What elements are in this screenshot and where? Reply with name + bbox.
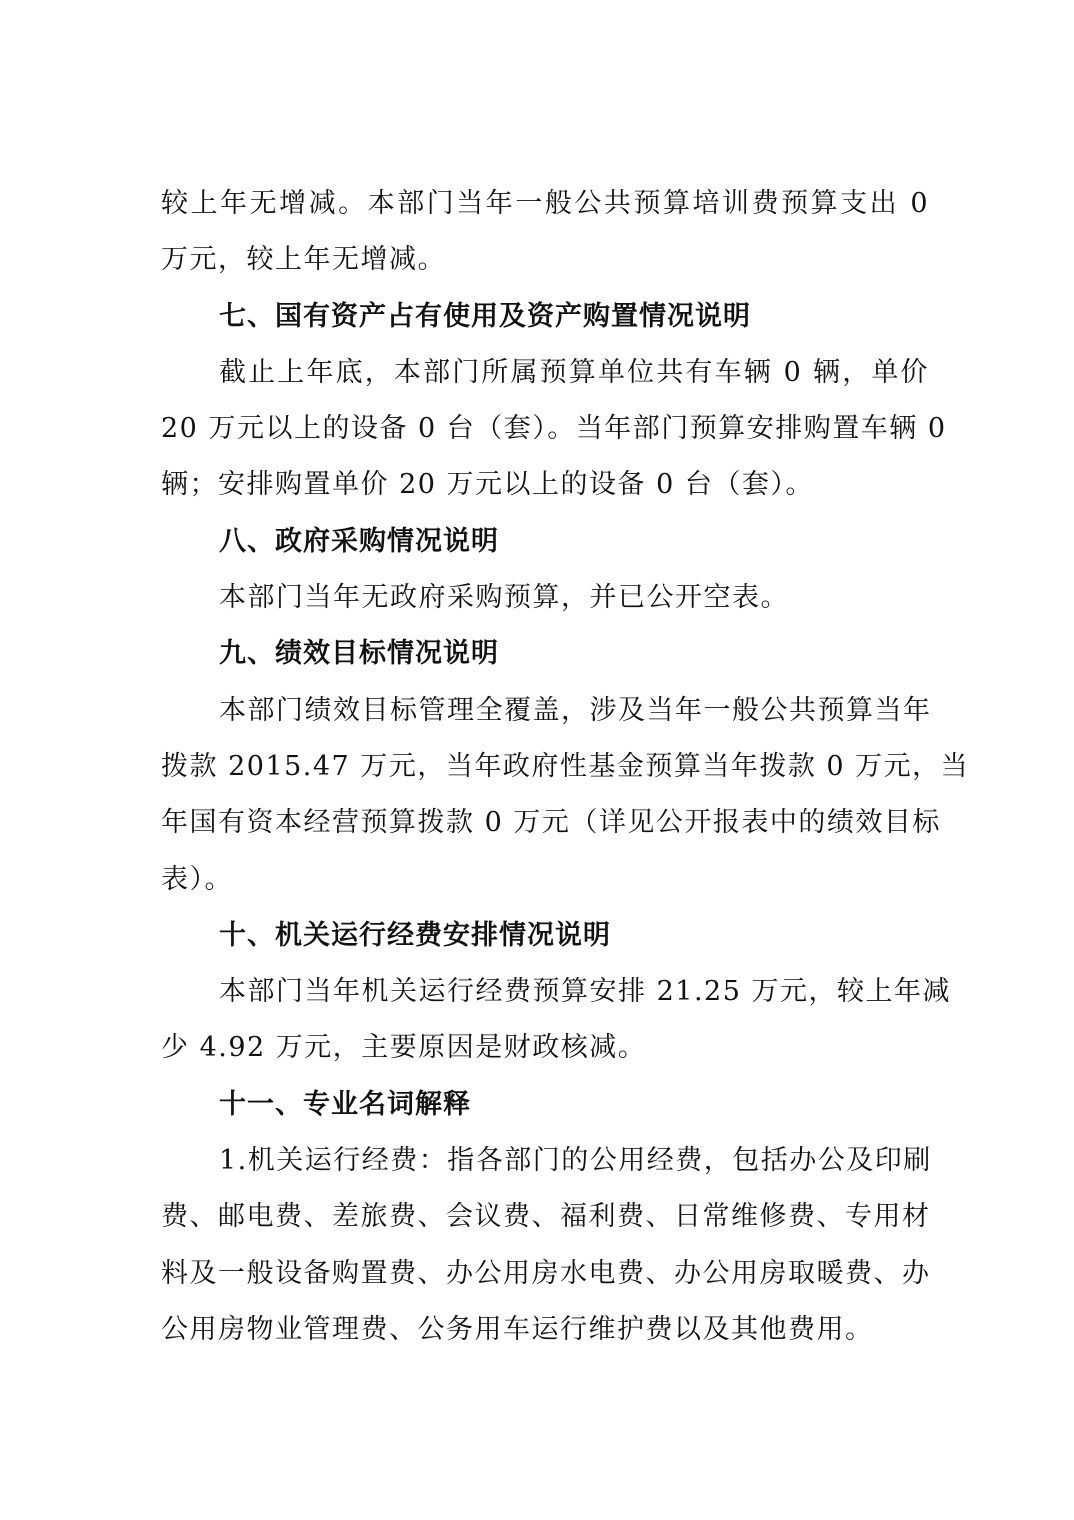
body-text-line: 费、邮电费、差旅费、会议费、福利费、日常维修费、专用材	[161, 1201, 931, 1233]
section-heading: 十、机关运行经费安排情况说明	[219, 919, 611, 951]
body-text-line: 20 万元以上的设备 0 台（套）。当年部门预算安排购置车辆 0	[161, 413, 947, 445]
body-text-line: 万元，较上年无增减。	[161, 244, 446, 276]
document-page	[161, 176, 970, 1358]
body-text-line: 公用房物业管理费、公务用车运行维护费以及其他费用。	[161, 1313, 874, 1345]
body-text-line: 截止上年底，本部门所属预算单位共有车辆 0 辆，单价	[219, 356, 929, 388]
body-text-line: 本部门绩效目标管理全覆盖，涉及当年一般公共预算当年	[219, 694, 932, 726]
section-heading: 八、政府采购情况说明	[219, 525, 499, 557]
body-text-line: 少 4.92 万元，主要原因是财政核减。	[161, 1032, 647, 1064]
body-text-line: 较上年无增减。本部门当年一般公共预算培训费预算支出 0	[161, 188, 929, 219]
body-text-line: 1.机关运行经费：指各部门的公用经费，包括办公及印刷	[219, 1145, 932, 1177]
body-text-line: 年国有资本经营预算拨款 0 万元（详见公开报表中的绩效目标	[161, 807, 941, 839]
body-text-line: 表）。	[161, 863, 233, 895]
body-text-line: 拨款 2015.47 万元，当年政府性基金预算当年拨款 0 万元，当	[161, 750, 970, 782]
section-heading: 七、国有资产占有使用及资产购置情况说明	[219, 300, 751, 332]
body-text-line: 料及一般设备购置费、办公用房水电费、办公用房取暖费、办	[161, 1257, 931, 1289]
body-text-line: 本部门当年无政府采购预算，并已公开空表。	[219, 582, 789, 614]
section-heading: 十一、专业名词解释	[219, 1088, 471, 1120]
section-heading: 九、绩效目标情况说明	[219, 638, 499, 670]
body-text-line: 辆；安排购置单价 20 万元以上的设备 0 台（套）。	[161, 469, 814, 501]
body-text-line: 本部门当年机关运行经费预算安排 21.25 万元，较上年减	[219, 976, 951, 1008]
